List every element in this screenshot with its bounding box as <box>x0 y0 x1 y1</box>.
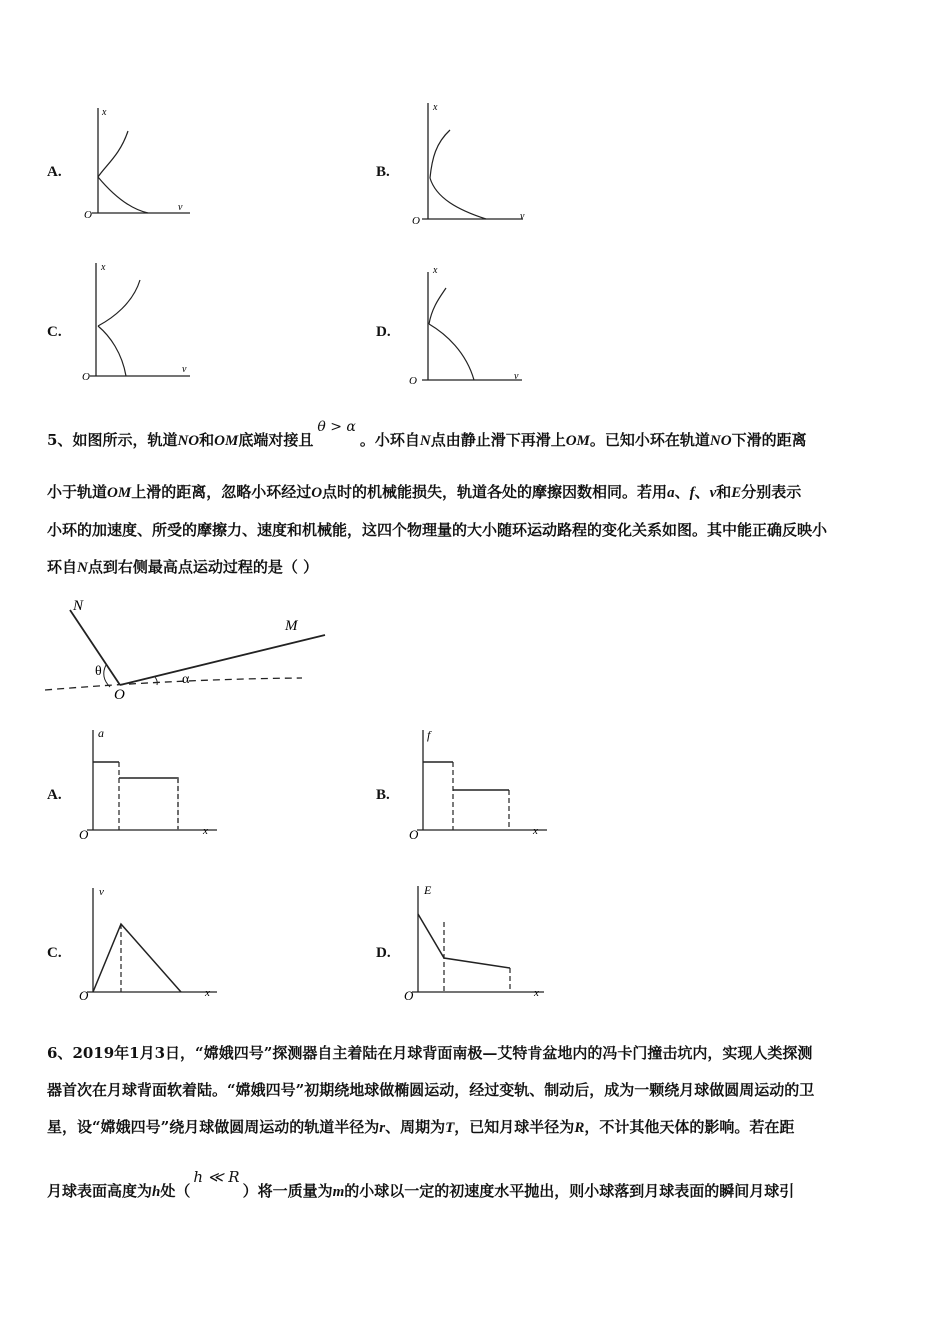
var-v: v <box>709 485 717 501</box>
y-axis-label: x <box>433 265 438 276</box>
var-a: a <box>667 485 675 501</box>
q5-option-c-label: C. <box>47 945 62 961</box>
q5-line-1 <box>47 419 905 460</box>
q4-graph-b <box>408 98 533 226</box>
text: 、周期为 <box>385 1118 446 1136</box>
var-f: f <box>689 485 695 501</box>
curve-lower <box>98 177 148 213</box>
text: 、 <box>674 483 690 501</box>
q5-line-4 <box>47 549 905 587</box>
origin-label: O <box>409 375 417 386</box>
q4-graph-c <box>78 258 198 384</box>
text: 、 <box>694 483 710 501</box>
m-label: M <box>285 618 298 634</box>
origin-label: O <box>412 215 420 226</box>
y-axis-label: v <box>99 886 104 898</box>
q4-option-b-label: B. <box>376 164 390 180</box>
text: 。已知小环在轨道 <box>589 431 710 449</box>
question-number: 5、 <box>47 431 73 449</box>
q6-line-3 <box>47 1109 905 1147</box>
curve-upper <box>430 130 450 178</box>
curve-lower <box>98 326 126 376</box>
n-label: N <box>73 598 84 614</box>
var-m: m <box>332 1184 345 1200</box>
var-t: T <box>445 1120 455 1136</box>
point-n: N <box>419 433 431 449</box>
y-axis-label: x <box>433 102 438 113</box>
x-axis-label: v <box>514 371 519 382</box>
q5-graph-b <box>405 722 555 842</box>
text: 的小球以一定的初速度水平抛出，则小球落到月球表面的瞬间月球引 <box>344 1182 795 1200</box>
energy-line <box>418 914 510 968</box>
text: 环自 <box>47 558 78 576</box>
q5-question-text <box>47 419 905 587</box>
var-r-upper: R <box>574 1120 585 1136</box>
track-no: NO <box>709 433 732 449</box>
velocity-line <box>93 924 181 992</box>
x-axis-label: x <box>534 987 539 999</box>
text: 上滑的距离，忽略小环经过 <box>131 483 312 501</box>
q4-graph-a <box>78 103 198 223</box>
x-axis-label: x <box>533 825 538 837</box>
x-axis-label: v <box>520 211 525 222</box>
height-condition: h ≪ R <box>193 1168 240 1186</box>
q5-graph-c <box>75 880 225 1002</box>
text: ，已知月球半径为 <box>454 1118 575 1136</box>
text: 点时的机械能损失，轨道各处的摩擦因数相同。若用 <box>322 483 668 501</box>
origin-label: O <box>79 988 89 1002</box>
curve-lower <box>429 324 474 380</box>
q4-option-d-label: D. <box>376 324 391 340</box>
origin-label: O <box>409 827 419 842</box>
y-axis-label: f <box>427 728 431 742</box>
y-axis-label: E <box>424 883 432 897</box>
x-axis-label: x <box>203 825 208 837</box>
angle-condition: θ > α <box>317 419 356 435</box>
origin-label: O <box>82 371 90 383</box>
y-axis-label: x <box>102 107 107 118</box>
text: 下滑的距离 <box>731 431 807 449</box>
horizontal-dashed-line <box>45 678 302 690</box>
var-e: E <box>731 485 742 501</box>
text: 点由静止滑下再滑上 <box>430 431 566 449</box>
text: 2019年1月3日，“嫦娥四号”探测器自主着陆在月球背面南极—艾特肯盆地内的冯卡门撞击坑内，实现人类探测 <box>72 1044 813 1062</box>
q5-graph-d <box>400 878 552 1002</box>
var-r: r <box>379 1120 386 1136</box>
text: 月球表面高度为 <box>47 1182 153 1200</box>
q4-graph-d <box>406 262 531 386</box>
question-number: 6、 <box>47 1044 73 1062</box>
q5-line-2 <box>47 474 905 512</box>
origin-label: O <box>404 988 414 1002</box>
point-o: O <box>311 485 323 501</box>
track-om: OM <box>565 433 590 449</box>
alpha-arc <box>155 677 157 685</box>
y-axis-label: x <box>101 262 106 273</box>
q5-graph-a <box>75 722 225 842</box>
track-om: OM <box>107 485 132 501</box>
point-n: N <box>77 560 88 576</box>
curve-upper <box>98 280 140 326</box>
text: 底端对接且 <box>238 431 314 449</box>
theta-label: θ <box>95 664 102 679</box>
x-axis-label: v <box>182 364 187 375</box>
curve-lower <box>430 178 486 219</box>
var-h: h <box>152 1184 161 1200</box>
y-axis-label: a <box>98 726 104 740</box>
q4-option-c-label: C. <box>47 324 62 340</box>
track-om: OM <box>214 433 239 449</box>
x-axis-label: v <box>178 202 183 213</box>
q5-line-3: 小环的加速度、所受的摩擦力、速度和机械能，这四个物理量的大小随环运动路程的变化关系如图。其中能正确反映小 <box>47 521 828 539</box>
x-axis-label: x <box>205 987 210 999</box>
q6-line-4 <box>47 1168 905 1211</box>
text: ）将一质量为 <box>242 1182 333 1200</box>
q6-line-1 <box>47 1035 905 1072</box>
origin-label: O <box>84 209 92 221</box>
q6-question-text <box>47 1035 905 1211</box>
text: 处（ <box>160 1182 191 1200</box>
text: 分别表示 <box>741 483 802 501</box>
q4-option-a-label: A. <box>47 164 62 180</box>
q6-line-2: 器首次在月球背面软着陆。“嫦娥四号”初期绕地球做椭圆运动，经过变轨、制动后，成为一颗绕月球做圆周运动的卫 <box>47 1081 815 1099</box>
segment-2 <box>119 778 178 830</box>
q5-option-b-label: B. <box>376 787 390 803</box>
text: 星，设“嫦娥四号”绕月球做圆周运动的轨道半径为 <box>47 1118 380 1136</box>
q5-option-a-label: A. <box>47 787 62 803</box>
q5-option-d-label: D. <box>376 945 391 961</box>
q5-track-figure <box>40 595 340 705</box>
text: 如图所示，轨道 <box>72 431 178 449</box>
origin-label: O <box>79 827 89 842</box>
text: ，不计其他天体的影响。若在距 <box>584 1118 795 1136</box>
curve-upper <box>98 131 128 177</box>
curve-upper <box>429 288 446 324</box>
o-label: O <box>114 687 125 703</box>
text: 小于轨道 <box>47 483 108 501</box>
text: 和 <box>199 431 215 449</box>
track-no: NO <box>177 433 200 449</box>
track-om-line <box>120 635 325 685</box>
text: 。小环自 <box>359 431 420 449</box>
alpha-label: α <box>182 672 190 687</box>
text: 点到右侧最高点运动过程的是（ ） <box>87 558 319 576</box>
text: 和 <box>716 483 732 501</box>
